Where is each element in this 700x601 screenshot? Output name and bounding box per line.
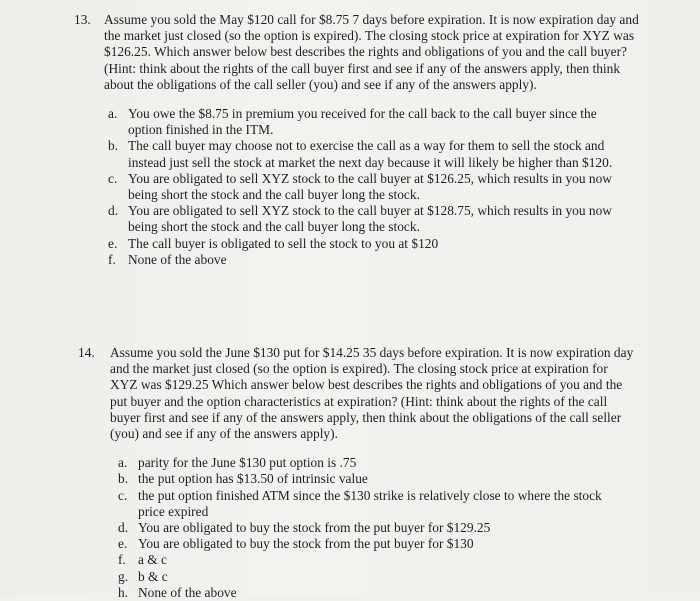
answer-option-b (118, 471, 623, 487)
option-letter: b. (108, 138, 119, 154)
option-text: the put option has $13.50 of intrinsic value (138, 471, 368, 487)
answer-option-a (108, 106, 618, 138)
answer-option-g (118, 569, 623, 585)
option-letter: a. (118, 455, 128, 471)
answer-option-e (108, 236, 618, 252)
question-14 (78, 345, 638, 601)
answer-options (118, 455, 623, 601)
option-text: You are obligated to sell XYZ stock to the call buyer at $126.25, which results in you now being short the stock and the call buyer long the stock. (128, 170, 612, 203)
option-letter: c. (108, 170, 118, 186)
option-letter: d. (108, 203, 119, 219)
option-text: a & c (138, 552, 167, 568)
option-letter: d. (118, 520, 129, 536)
option-letter: f. (118, 552, 126, 568)
answer-option-d (108, 203, 618, 235)
option-text: None of the above (128, 251, 227, 267)
answer-option-c (118, 488, 623, 520)
option-letter: a. (108, 106, 118, 122)
answer-option-c (108, 171, 618, 203)
answer-option-b (108, 138, 618, 170)
option-text: You are obligated to buy the stock from the put buyer for $130 (138, 536, 474, 552)
option-text: The call buyer may choose not to exercise the call as a way for them to sell the stock and instead just sell the stock at market the next day because it will likely be higher than $120. (128, 138, 613, 170)
option-letter: e. (118, 536, 128, 552)
option-text: parity for the June $130 put option is .75 (138, 455, 357, 471)
answer-option-f (118, 552, 623, 568)
question-number: 14. (78, 345, 95, 360)
option-letter: h. (118, 584, 129, 600)
answer-option-d (118, 520, 623, 536)
option-text: You owe the $8.75 in premium you received for the call back to the call buyer since the option finished in the ITM. (128, 106, 597, 138)
question-number: 13. (74, 12, 91, 27)
option-text: b & c (138, 568, 168, 584)
option-text: The call buyer is obligated to sell the stock to you at $120 (128, 235, 439, 251)
question-text: Assume you sold the May $120 call for $8.75 7 days before expiration. It is now expiration day and the market just closed (so the option is expired). The closing stock price at expiration for XYZ was $126.25. Which answer below best describes the rights and obligations of you and the call buyer? (Hint: think about the rights of the call buyer first and see if any of the answers apply, then think about the obligations of the call seller (you) and see if any of the answers apply). (104, 12, 639, 92)
option-text: None of the above (138, 584, 237, 600)
option-letter: c. (118, 487, 128, 503)
answer-option-h (118, 585, 623, 601)
option-letter: e. (108, 235, 118, 251)
question-text: Assume you sold the June $130 put for $14.25 35 days before expiration. It is now expiration day and the market just closed (so the option is expired). The closing stock price at expiration for XYZ was $129.25 Which answer below best describes the rights and obligations of you and the put buyer and the option characteristics at expiration? (Hint: think about the rights of the call buyer first and see if any of the answers apply, then think about the obligations of the call seller (you) and see if any of the answers apply). (110, 345, 634, 442)
answer-option-f (108, 252, 618, 268)
option-letter: b. (118, 471, 129, 487)
answer-options (108, 106, 618, 268)
option-text: You are obligated to sell XYZ stock to the call buyer at $128.75, which results in you now being short the stock and the call buyer long the stock. (128, 203, 612, 235)
option-letter: f. (108, 251, 116, 267)
option-text: You are obligated to buy the stock from the put buyer for $129.25 (138, 520, 491, 536)
answer-option-a (118, 455, 623, 471)
answer-option-e (118, 536, 623, 552)
option-letter: g. (118, 568, 129, 584)
question-13 (74, 12, 640, 268)
option-text: the put option finished ATM since the $130 strike is relatively close to where the stock price expired (138, 487, 602, 519)
